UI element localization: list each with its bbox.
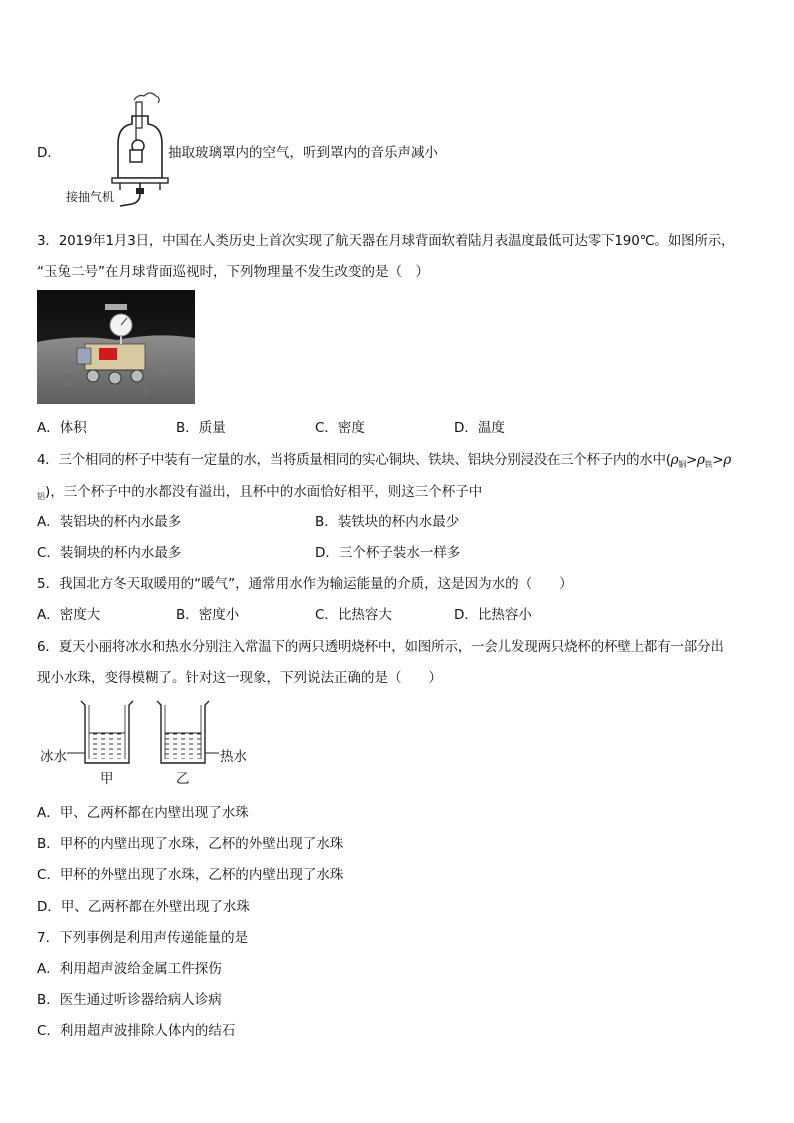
q4-option-c: C．装铜块的杯内水最多 — [37, 545, 182, 561]
q6-option-a: A．甲、乙两杯都在内壁出现了水珠 — [37, 805, 249, 821]
beakers-figure — [37, 697, 252, 787]
option-d-label: D． — [37, 145, 61, 161]
q7-option-c: C．利用超声波排除人体内的结石 — [37, 1023, 236, 1039]
q4-line1-text: 4．三个相同的杯子中装有一定量的水，当将质量相同的实心铜块、铁块、铝块分别浸没在三个杯子内的水中( — [37, 452, 671, 468]
q6-line1: 6．夏天小丽将冰水和热水分别注入常温下的两只透明烧杯中，如图所示，一会儿发现两只烧杯的杯壁上都有一部分出 — [37, 639, 724, 655]
q3-line1: 3．2019年1月3日，中国在人类历史上首次实现了航天器在月球背面软着陆月表温度最低可达零下190℃。如图所示， — [37, 233, 735, 249]
label-jia: 甲 — [100, 771, 114, 787]
label-hot-water: 热水 — [220, 749, 247, 765]
q6-line2: 现小水珠，变得模糊了。针对这一现象，下列说法正确的是（ ） — [37, 670, 442, 686]
gt-symbol: > — [686, 452, 698, 468]
q5-option-c: C．比热容大 — [315, 607, 392, 623]
q4-option-a: A．装铝块的杯内水最多 — [37, 514, 182, 530]
q5-option-a: A．密度大 — [37, 607, 101, 623]
q5-line1: 5．我国北方冬天取暖用的“暖气”，通常用水作为输运能量的介质，这是因为水的（ ） — [37, 576, 573, 592]
option-d-caption: 抽取玻璃罩内的空气，听到罩内的音乐声减小 — [168, 145, 438, 161]
q6-option-c: C．甲杯的外壁出现了水珠，乙杯的内壁出现了水珠 — [37, 867, 344, 883]
q5-option-d: D．比热容小 — [454, 607, 532, 623]
label-ice-water: 冰水 — [40, 749, 67, 765]
q3-line2: “玉兔二号”在月球背面巡视时，下列物理量不发生改变的是（ ） — [37, 264, 429, 280]
rho-sub-copper: 铜 — [678, 460, 686, 469]
q3-option-a: A．体积 — [37, 420, 87, 436]
q7-option-b: B．医生通过听诊器给病人诊病 — [37, 992, 222, 1008]
q5-option-b: B．密度小 — [176, 607, 240, 623]
q7-option-a: A．利用超声波给金属工件探伤 — [37, 961, 222, 977]
q4-line1 — [37, 448, 731, 470]
q3-option-d: D．温度 — [454, 420, 505, 436]
q4-option-b: B．装铁块的杯内水最少 — [315, 514, 460, 530]
label-yi: 乙 — [176, 771, 190, 787]
q4-line2-text: )，三个杯子中的水都没有溢出，且杯中的水面恰好相平，则这三个杯子中 — [45, 484, 483, 500]
q6-option-b: B．甲杯的内壁出现了水珠，乙杯的外壁出现了水珠 — [37, 836, 344, 852]
q6-option-d: D．甲、乙两杯都在外壁出现了水珠 — [37, 899, 250, 915]
rho-symbol: ρ — [723, 452, 732, 468]
q4-line2 — [37, 480, 482, 502]
pump-label: 接抽气机 — [66, 190, 115, 204]
rho-symbol: ρ — [697, 452, 705, 468]
q3-option-c: C．密度 — [315, 420, 365, 436]
q3-option-b: B．质量 — [176, 420, 226, 436]
lunar-rover-photo — [37, 290, 195, 404]
q4-option-d: D．三个杯子装水一样多 — [315, 545, 461, 561]
q7-line1: 7．下列事例是利用声传递能量的是 — [37, 930, 249, 946]
rho-sub-iron: 铁 — [704, 460, 713, 469]
rho-symbol: ρ — [670, 452, 679, 468]
gt-symbol: > — [712, 452, 724, 468]
rho-sub-aluminum: 铝 — [37, 492, 45, 501]
